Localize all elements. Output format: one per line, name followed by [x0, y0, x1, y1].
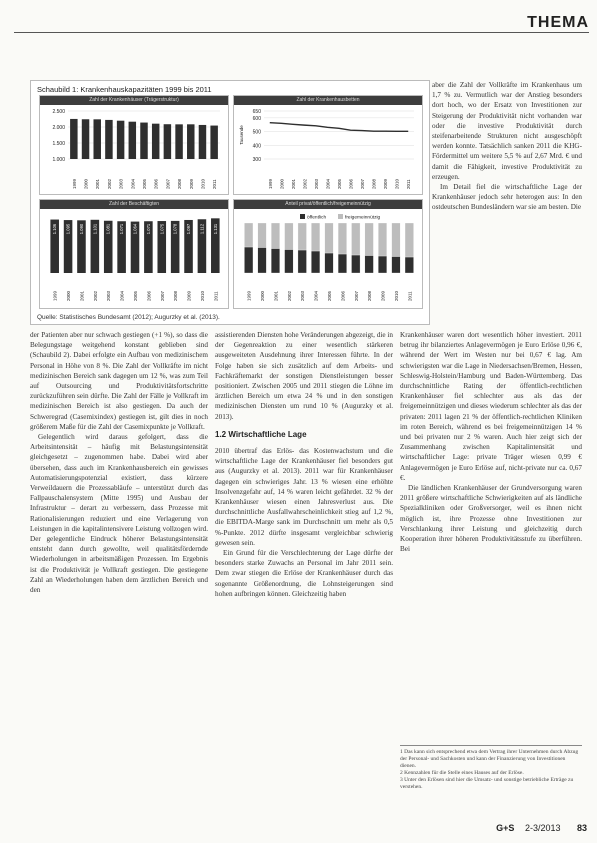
column-2 [215, 330, 393, 599]
footnote: 2 Kennzahlen für die Stelle eines Hauses auf der Erlöse. [400, 770, 524, 776]
legend-swatch [338, 214, 343, 219]
data-label: 1.095 [65, 223, 71, 235]
tick-label: 2010 [199, 290, 205, 301]
bar-segment [271, 223, 280, 249]
tick-label: 2001 [273, 290, 279, 301]
section-heading: 1.2 Wirtschaftliche Lage [215, 429, 307, 439]
tick-label: 2008 [367, 290, 373, 301]
tick-label: 2004 [313, 290, 319, 301]
data-label: 1.078 [172, 223, 178, 235]
y-axis-label: Tausende [239, 125, 244, 145]
data-label: 1.071 [119, 223, 125, 235]
bar [82, 119, 89, 159]
bar-segment [285, 223, 294, 250]
paragraph: Ein Grund für die Verschlechterung der Lage dürfte der besonders starke Zuwachs an Personal im Jahr 2011 sein. Dem zwar stiegen die Erlöse der Krankenhäuser durch das sogenannte Größenordnung, die Lohnsteigerungen sind hohen aufbringen können. Gleichzeitig haben [215, 549, 393, 598]
y-tick-label: 2.500 [52, 109, 65, 115]
tick-label: 2009 [383, 178, 389, 189]
tick-label: 2007 [159, 290, 165, 301]
tick-label: 2010 [200, 178, 206, 189]
tick-label: 2005 [133, 290, 138, 301]
paragraph: der Patienten aber nur schwach gestiegen (+1 %), so dass die Belegungstage weitgehend konstant geblieben sind (Schaubild 2). Dabei erfolgte ein Aufbau von medizinischem Personal in Höhe von 8 %. Die Zahl der Vollkräfte im nicht medizinischen Bereich sank dagegen um 12 %, was zum Teil auf Outsourcing und Produktivitätsfortschritte zurückzuführen sein dürfte. Die Zahl der Fälle je Vollkraft im medizinischen Bereich ist also gestiegen. Da auch der Schweregrad (Casemixindex) gestiegen ist, gilt dies in noch größerem Maße für die Zahl der Casemixpunkte je Vollkraft. [30, 331, 208, 431]
bar-segment [405, 257, 414, 273]
y-tick-label: 1.000 [52, 157, 65, 163]
data-label: 1.131 [212, 223, 218, 235]
tick-label: 2000 [66, 290, 72, 301]
tick-label: 2004 [119, 290, 125, 301]
footnote: 3 Unter den Erlösen sind hier die Umsatz- und sonstige betriebliche Erträge zu verstehen. [400, 777, 574, 790]
tick-label: 2007 [165, 178, 171, 189]
data-label: 1.112 [199, 223, 205, 235]
paragraph: assistierenden Diensten hohe Veränderungen abgezeigt, die in der Gegenreaktion zu einer wesentlich stärkeren ausgeweiteten Ausdehnung ihrer Interessen führte. In der Folge haben sie sich zusätzlich auf dem Arbeits- und Fachkräftemarkt der sonstigen Dienstleistungen besser positioniert. Zwischen 2005 und 2011 stiegen die Löhne im ärztlichen Bereich um etwa 24 % und in den sonstigen medizinischen Diensten um rund 10 % (Augurzky et al. 2013). [215, 331, 393, 421]
tick-label: 2003 [106, 290, 112, 301]
tick-label: 2003 [300, 290, 306, 301]
bar-segment [338, 223, 347, 254]
bar [117, 121, 124, 159]
bar [140, 123, 147, 159]
bar-segment [298, 250, 307, 273]
chart-beds [234, 105, 422, 194]
tick-label: 1999 [267, 178, 273, 189]
paragraph: Die ländlichen Krankenhäuser der Grundversorgung waren 2011 größere wirtschaftliche Schwierigkeiten auf als ländliche Spezialkliniken oder Großversorger, weil es ihnen nicht möglich ist, ihre Prozesse ohne Investitionen zur Verschlankung ihrer Leistung und gleichzeitig durch Kooperation ihrer höheren Produktivitätsstufe zu überführen. Bei [400, 484, 582, 554]
paragraph: Gelegentlich wird daraus gefolgert, dass die Arbeitsintensität – häufig mit Belastungsintensität gleichgesetzt – zugenommen habe. Dabei wird aber übersehen, dass auch im Krankenhausbereich ein gewisses Automatisierungspotenzial existiert, dass kürzere Verweildauern die Prozessabläufe – unterstützt durch das Fallpauschalensystem (Mitte 1995) und Ausbau der Infrastruktur – derart zu verbessern, dass Prozesse mit Rationalisierungen reduziert und eine Verlagerung von Leistungen in die kapitalintensivere Leistung vollzogen wird. Der gelegentliche Eindruck höherer Belastungsintensität entsteht dann durch gewollte, weil qualitätsfördernde Wiederholungen in arbeitsmäßigen Prozessen. Im Ergebnis ist die Produktivität je Vollkraft gestiegen. Die gestiegene Zahl an Wiederholungen haben dem ärztlichen Bereich und den [30, 433, 208, 595]
panel-staff [39, 199, 229, 309]
panel-title: Zahl der Krankenhäuser (Trägerstruktur) [40, 96, 228, 105]
footnotes [400, 749, 582, 791]
panel-beds [233, 95, 423, 195]
bar [152, 124, 159, 159]
bar-segment [378, 223, 387, 256]
page-number: 83 [576, 823, 587, 833]
data-label: 1.101 [92, 223, 98, 235]
tick-label: 2006 [348, 178, 354, 189]
bar [129, 122, 136, 159]
data-label: 1.071 [145, 223, 151, 235]
bar-segment [392, 223, 401, 257]
bar [199, 125, 206, 159]
paragraph: aber die Zahl der Vollkräfte im Krankenhaus um 1,7 % zu. Vermutlich war der Anstieg besonders dort hoch, wo der Ersatz von Investitionen zur Steigerung der Produktivität nicht vorhanden war oder die investive Produktivität durch steifenarbeitende Strukturen nicht ausgeschöpft werden konnte. Tatsächlich sanken 2011 die KHG-Fördermittel um weitere 5,5 % auf 2,67 Mrd. € und damit die Fähigkeit, investive Produktivität zu erzeugen. [432, 81, 582, 181]
bar-segment [311, 251, 320, 273]
panel-hospitals [39, 95, 229, 195]
legend-label: öffentlich [307, 215, 327, 221]
tick-label: 2001 [290, 178, 296, 189]
tick-label: 2004 [325, 178, 331, 189]
y-tick-label: 600 [252, 115, 261, 122]
footnote: 1 Das kann sich entsprechend etwa dem Vertrag ihrer Unternehmen durch Abzug der Personal- und Sachkosten und kann der Finanzierung von Investitionen dienen. [400, 749, 579, 769]
tick-label: 2000 [279, 178, 285, 189]
bar-segment [325, 253, 334, 273]
bar-segment [311, 223, 320, 251]
tick-label: 2010 [394, 178, 400, 189]
tick-label: 2008 [173, 290, 179, 301]
bar-segment [285, 250, 294, 274]
tick-label: 2008 [177, 178, 183, 189]
bar-segment [351, 223, 360, 255]
y-tick-label: 500 [252, 129, 261, 136]
page-footer [496, 823, 587, 833]
bar-segment [298, 223, 307, 250]
tick-label: 2010 [393, 290, 399, 301]
tick-label: 2001 [95, 178, 101, 189]
bar [164, 124, 171, 159]
tick-label: 2001 [79, 290, 85, 301]
y-tick-label: 400 [252, 143, 261, 150]
column-3 [400, 330, 582, 554]
bar-segment [392, 257, 401, 274]
bar-segment [271, 249, 280, 274]
tick-label: 2002 [106, 178, 112, 189]
bar [175, 124, 182, 159]
data-label: 1.097 [186, 223, 192, 235]
bar-segment [338, 254, 347, 273]
bar-segment [244, 223, 253, 247]
bar-segment [244, 247, 253, 273]
tick-label: 2011 [213, 291, 219, 301]
panel-title: Zahl der Beschäftigten [40, 200, 228, 209]
tick-label: 2005 [327, 290, 332, 301]
tick-label: 2007 [360, 178, 366, 189]
tick-label: 2007 [353, 290, 359, 301]
tick-label: 1999 [52, 290, 58, 301]
paragraph: 2010 übertraf das Erlös- das Kostenwachstum und die wirtschaftliche Lage der Krankenhäuser fiel besonders gut aus (Augurzky et al. 2013). 2011 war für Krankenhäuser dagegen ein schwieriges Jahr. 13 % wiesen eine erhöhte Insolvenzgefahr auf, 14 % waren leicht gefährdet. 32 % der Krankenhäuser wiesen einen Jahresverlust aus. Die durchschnittliche Ausfallwahrscheinlichkeit stieg auf 1,2 %, die EBITDA-Marge sank im Durchschnitt um mehr als 0,5 %-Punkte. 2012 dürfte insgesamt vergleichbar schwierig gewesen sein. [215, 447, 393, 547]
figure-box [30, 80, 430, 325]
bar-segment [405, 223, 414, 257]
tick-label: 2002 [92, 290, 98, 301]
panel-title: Zahl der Krankenhausbetten [234, 96, 422, 105]
tick-label: 1999 [246, 290, 252, 301]
tick-label: 2006 [153, 178, 159, 189]
tick-label: 2000 [260, 290, 266, 301]
data-label: 1.064 [132, 223, 138, 235]
bar-segment [351, 255, 360, 273]
bar [187, 124, 194, 159]
tick-label: 2003 [118, 178, 124, 189]
y-tick-label: 2.000 [52, 125, 65, 131]
tick-label: 2004 [130, 178, 136, 189]
data-label: 1.106 [52, 223, 58, 235]
figure-title: Schaubild 1: Krankenhauskapazitäten 1999 bis 2011 [37, 85, 212, 94]
chart-ownership [234, 209, 422, 308]
tick-label: 2011 [407, 291, 413, 301]
tick-label: 2008 [371, 178, 377, 189]
figure-source: Quelle: Statistisches Bundesamt (2012); Augurzky et al. (2013). [37, 314, 220, 321]
tick-label: 2006 [146, 290, 152, 301]
legend-label: freigemeinnützig [345, 215, 381, 221]
tick-label: 2005 [142, 178, 147, 189]
tick-label: 2009 [186, 290, 192, 301]
section-label: THEMA [527, 14, 589, 31]
issue-number: 2-3/2013 [524, 823, 561, 833]
bar-segment [325, 223, 334, 253]
bar-segment [365, 223, 374, 256]
data-label: 1.090 [78, 223, 84, 235]
tick-label: 2002 [286, 290, 292, 301]
chart-staff [40, 209, 228, 308]
column-1 [30, 330, 208, 595]
panel-title: Anteil privat/öffentlich/freigemeinnützig [234, 200, 422, 209]
tick-label: 1999 [71, 178, 77, 189]
tick-label: 2011 [212, 179, 218, 189]
footnote-rule [400, 745, 582, 746]
tick-label: 2011 [406, 179, 412, 189]
paragraph: Im Detail fiel die wirtschaftliche Lage der Krankenhäuser jedoch sehr heterogen aus: In den ostdeutschen Bundesländern war sie am besten. Die [432, 183, 582, 212]
bar-segment [365, 256, 374, 274]
legend-swatch [300, 214, 305, 219]
series-line [270, 123, 408, 132]
tick-label: 2003 [313, 178, 319, 189]
bar [210, 126, 217, 159]
y-tick-label: 1.500 [52, 141, 65, 147]
data-label: 1.075 [159, 223, 165, 235]
tick-label: 2009 [380, 290, 386, 301]
column-3-top [432, 80, 582, 213]
chart-hospitals [40, 105, 228, 194]
header-rule [14, 32, 589, 33]
y-tick-label: 300 [252, 157, 261, 163]
panel-ownership [233, 199, 423, 309]
bar-segment [258, 223, 267, 248]
journal-name: G+S [496, 823, 515, 833]
tick-label: 2002 [302, 178, 308, 189]
bar-segment [258, 248, 267, 274]
y-tick-label: 650 [252, 109, 261, 115]
bar [105, 120, 112, 159]
tick-label: 2005 [337, 178, 342, 189]
tick-label: 2000 [83, 178, 89, 189]
data-label: 1.081 [105, 223, 111, 235]
bar [70, 119, 77, 159]
bar-segment [378, 256, 387, 273]
bar [93, 119, 100, 159]
tick-label: 2006 [340, 290, 346, 301]
paragraph: Krankenhäuser waren dort wesentlich höher investiert. 2011 betrug ihr bilanziertes Anlagevermögen je Euro Erlöse 0,96 €, während der Wert im Westen nur bei 0,67 € lag. Am schwierigsten war die Lage in Niedersachsen/Bremen, Hessen, Schleswig-Holstein/Hamburg und Baden-Württemberg. Das durchschnittliche Rating der öffentlich-rechtlichen Krankenhäuser fiel schlechter aus als das der freigemeinnützigen und dieses wiederum schlechter als das der privaten: 2011 lagen 21 % der öffentlich-rechtlichen Kliniken im roten Bereich, während es bei freigemeinnützigen 14 % und bei privaten nur 2 % waren. Auch hier zeigt sich der Zusammenhang zwischen Kapitalintensität und wirtschaftlicher Lage: private Träger wiesen 0,99 € Anlagevermögen je Euro Erlöse auf, nicht-private nur ca. 0,67 €. [400, 331, 582, 482]
tick-label: 2009 [188, 178, 194, 189]
